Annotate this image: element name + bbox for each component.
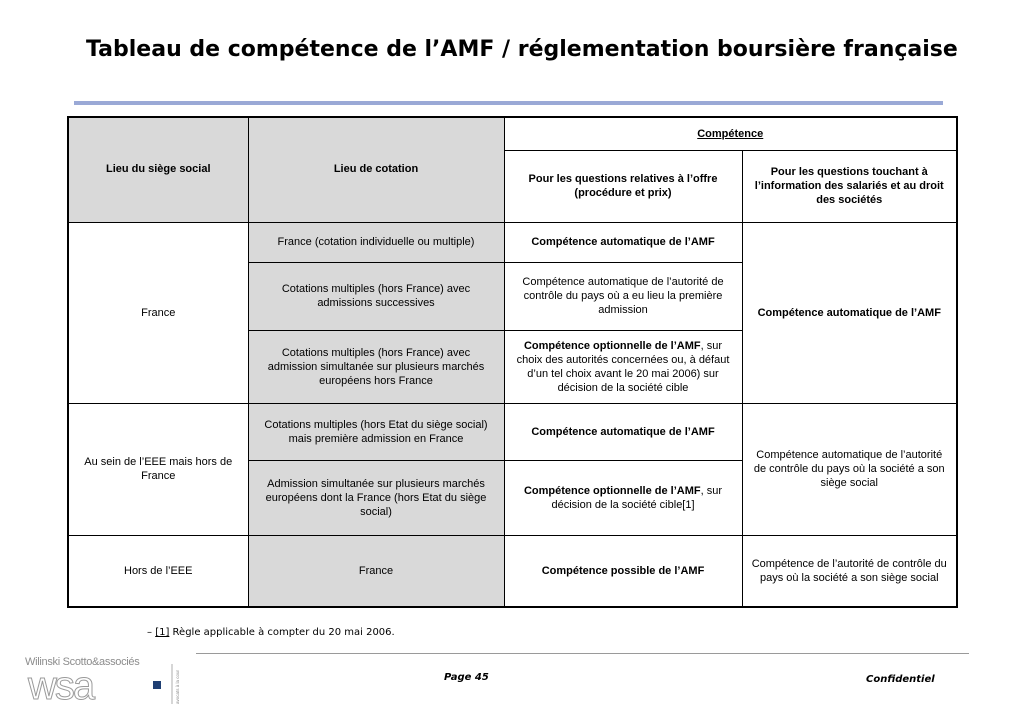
eee-row2-offre-bold: Compétence optionnelle de l’AMF [523,484,701,497]
logo-text: Wilinski Scotto&associés [25,656,140,668]
france-row3-offre [504,330,742,403]
france-row1-offre: Compétence automatique de l’AMF [504,222,742,262]
eee-row2-offre [504,460,742,535]
france-row2-offre: Compétence automatique de l’autorité de contrôle du pays où a eu lieu la première admission [504,262,742,330]
eee-row2-offre-rest: , sur décision de la société cible[1] [551,484,723,511]
competence-table [67,116,958,608]
header-lieu-siege: Lieu du siège social [68,117,248,222]
footnote-text: Règle applicable à compter du 20 mai 2006. [169,627,395,638]
footer-divider [196,653,969,654]
france-row3-cotation: Cotations multiples (hors France) avec admission simultanée sur plusieurs marchés européens hors France [248,330,504,403]
eee-information: Compétence automatique de l’autorité de contrôle du pays où la société a son siège social [742,403,957,535]
eee-row1-offre: Compétence automatique de l’AMF [504,403,742,460]
france-siege: France [68,222,248,403]
france-row3-offre-rest: , sur choix des autorités concernées ou, à défaut d’un tel choix avant le 20 mai 2006) sur décision de la société cible [516,339,730,394]
header-competence [504,117,957,150]
hors-eee-offre: Compétence possible de l’AMF [504,535,742,607]
hors-eee-cotation: France [248,535,504,607]
logo-side-text: avocats à la cour [175,669,180,704]
confidential-label: Confidentiel [866,674,935,685]
france-row3-offre-bold: Compétence optionnelle de l’AMF [523,339,701,352]
page-number: Page 45 [444,672,489,683]
france-row1-cotation: France (cotation individuelle ou multiple) [248,222,504,262]
header-competence-label: Compétence [697,127,764,140]
page-title: Tableau de compétence de l’AMF / réglementation boursière française [86,37,958,62]
wsa-logo [24,654,199,706]
france-information: Compétence automatique de l’AMF [742,222,957,403]
france-row2-cotation: Cotations multiples (hors France) avec admissions successives [248,262,504,330]
header-lieu-cotation: Lieu de cotation [248,117,504,222]
hors-eee-siege: Hors de l’EEE [68,535,248,607]
header-offre: Pour les questions relatives à l’offre (procédure et prix) [504,150,742,222]
logo-mark: wsa [28,664,94,706]
eee-siege: Au sein de l’EEE mais hors de France [68,403,248,535]
footnote-ref-link[interactable]: [1] [155,627,170,638]
hors-eee-information: Compétence de l’autorité de contrôle du pays où la société a son siège social [742,535,957,607]
logo-square [153,681,161,689]
eee-row2-cotation: Admission simultanée sur plusieurs marchés européens dont la France (hors Etat du siège social) [248,460,504,535]
footnote [147,627,395,638]
footnote-bullet: – [147,627,152,638]
eee-row1-cotation: Cotations multiples (hors Etat du siège social) mais première admission en France [248,403,504,460]
title-underline [74,101,943,105]
header-information: Pour les questions touchant à l’information des salariés et au droit des sociétés [742,150,957,222]
